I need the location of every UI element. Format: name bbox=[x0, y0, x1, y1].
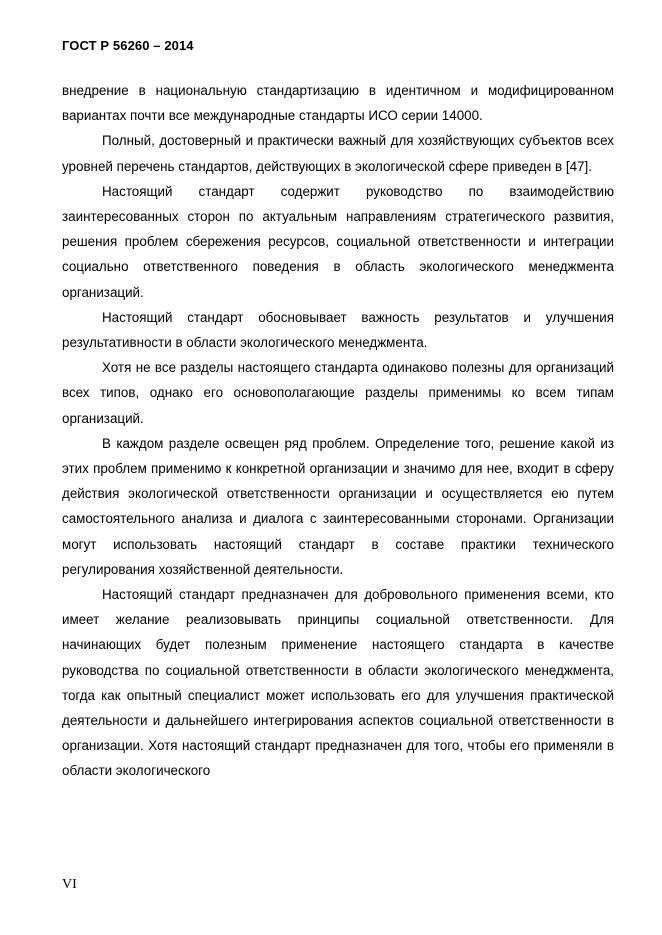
paragraph: Хотя не все разделы настоящего стандарта одинаково полезны для организаций всех типов, однако его основополагающие разделы применимы ко всем типам организаций. bbox=[62, 360, 614, 426]
paragraph-continued: внедрение в национальную стандартизацию в идентичном и модифицированном вариантах почти все международные стандарты ИСО серии 14000. bbox=[62, 83, 614, 124]
paragraph: Настоящий стандарт содержит руководство по взаимодействию заинтересованных сторон по актуальным направлениям стратегического развития, решения проблем сбережения ресурсов, социальной ответственности и интеграции социально ответственного поведения в область экологического менеджмента организаций. bbox=[62, 183, 614, 300]
body-text bbox=[62, 78, 614, 784]
paragraph: В каждом разделе освещен ряд проблем. Определение того, решение какой из этих проблем применимо к конкретной организации и значимо для нее, входит в сферу действия экологической ответственности организации и осуществляется ею путем самостоятельного анализа и диалога с заинтересованными сторонами. Организации могут использовать настоящий стандарт в составе практики технического регулирования хозяйственной деятельности. bbox=[62, 435, 614, 577]
paragraph: Полный, достоверный и практически важный для хозяйствующих субъектов всех уровней перечень стандартов, действующих в экологической сфере приведен в [47]. bbox=[62, 133, 614, 174]
page-number: VI bbox=[62, 877, 77, 892]
page-header-standard-code: ГОСТ Р 56260 – 2014 bbox=[62, 38, 194, 53]
paragraph: Настоящий стандарт обосновывает важность результатов и улучшения результативности в области экологического менеджмента. bbox=[62, 309, 614, 351]
paragraph: Настоящий стандарт предназначен для добровольного применения всеми, кто имеет желание реализовывать принципы социальной ответственности. Для начинающих будет полезным применение настоящего стандарта в качестве руководства по социальной ответственности в области экологического менеджмента, тогда как опытный специалист может использовать его для улучшения практической деятельности и дальнейшего интегрирования аспектов социальной ответственности в организации. Хотя настоящий стандарт предназначен для того, чтобы его применяли в области экологического bbox=[62, 587, 614, 779]
